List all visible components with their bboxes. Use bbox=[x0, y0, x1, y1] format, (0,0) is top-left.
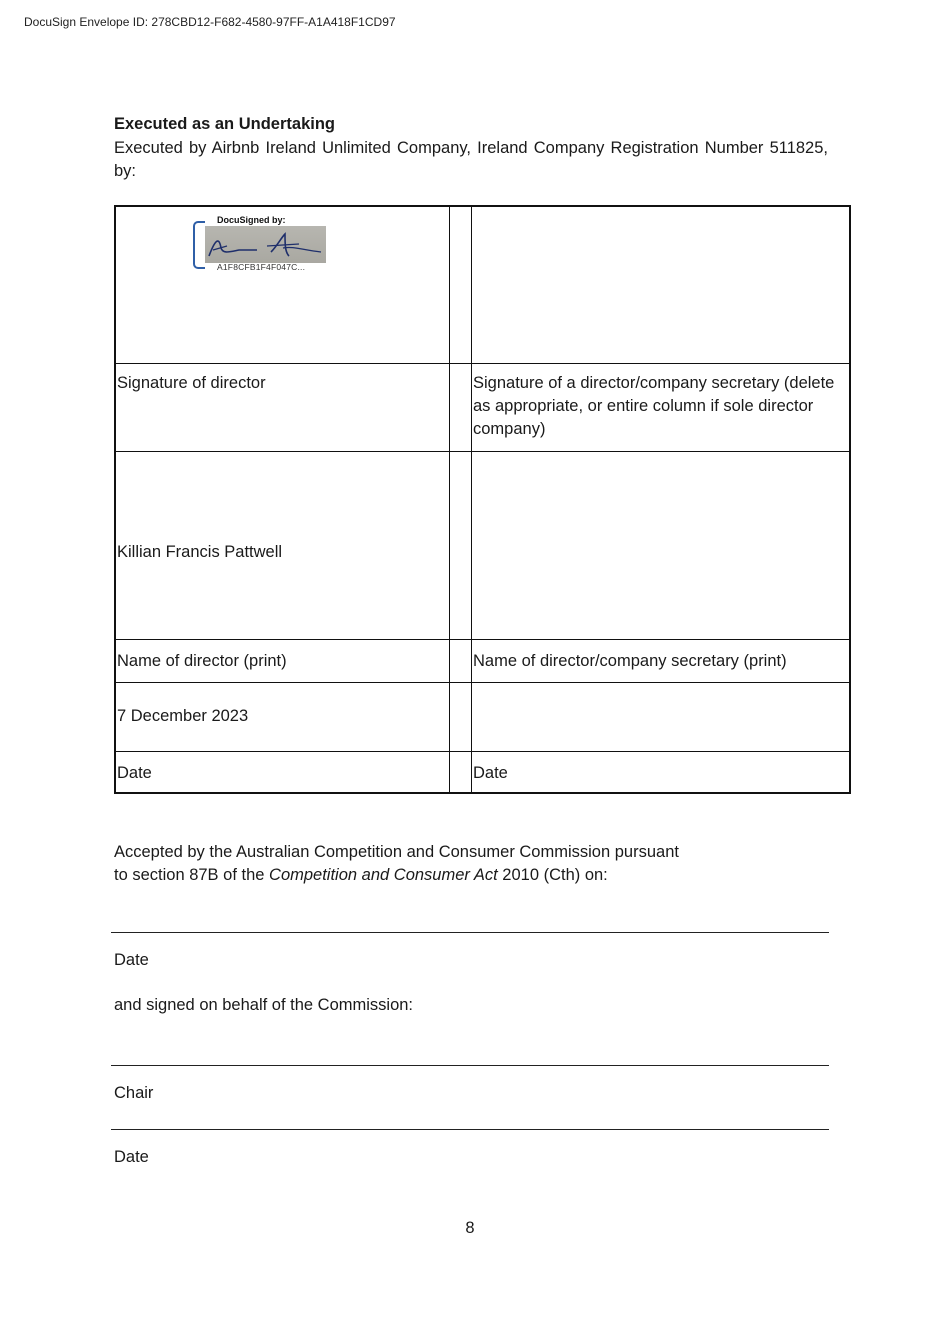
chair-date-line bbox=[111, 1129, 829, 1130]
page-number: 8 bbox=[465, 1219, 475, 1237]
chair-date-label: Date bbox=[114, 1148, 149, 1166]
docusign-bracket bbox=[193, 221, 205, 269]
column-divider-left bbox=[449, 207, 450, 792]
envelope-id: DocuSign Envelope ID: 278CBD12-F682-4580-97FF-A1A418F1CD97 bbox=[24, 15, 396, 29]
chair-label: Chair bbox=[114, 1084, 154, 1102]
date-label-right: Date bbox=[473, 764, 508, 782]
name-of-secretary-label: Name of director/company secretary (print) bbox=[473, 652, 787, 670]
row-divider bbox=[116, 639, 849, 640]
section-heading: Executed as an Undertaking bbox=[114, 115, 335, 133]
director-name: Killian Francis Pattwell bbox=[117, 543, 283, 561]
acceptance-paragraph bbox=[114, 841, 679, 887]
docusign-label: DocuSigned by: bbox=[217, 215, 286, 225]
name-of-director-label: Name of director (print) bbox=[117, 652, 287, 670]
chair-signature-line bbox=[111, 1065, 829, 1066]
column-divider-right bbox=[471, 207, 472, 792]
execution-date: 7 December 2023 bbox=[117, 707, 249, 725]
intro-paragraph: Executed by Airbnb Ireland Unlimited Company, Ireland Company Registration Number 511825, by: bbox=[114, 139, 828, 180]
row-divider bbox=[116, 682, 849, 683]
acceptance-date-label: Date bbox=[114, 951, 149, 969]
signed-on-behalf-text: and signed on behalf of the Commission: bbox=[114, 996, 414, 1014]
acceptance-line-2 bbox=[114, 864, 679, 887]
row-divider bbox=[116, 451, 849, 452]
handwritten-signature bbox=[205, 226, 326, 263]
acceptance-line-1: Accepted by the Australian Competition and Consumer Commission pursuant bbox=[114, 843, 679, 861]
acceptance-text: to section 87B of the bbox=[114, 866, 270, 884]
row-divider bbox=[116, 751, 849, 752]
date-label-left: Date bbox=[117, 764, 152, 782]
signature-of-director-label: Signature of director bbox=[117, 374, 266, 392]
acceptance-text: 2010 (Cth) on: bbox=[497, 866, 608, 884]
docusign-signature-stamp bbox=[193, 215, 333, 271]
act-title: Competition and Consumer Act bbox=[269, 866, 498, 884]
date-signature-line bbox=[111, 932, 829, 933]
docusign-id: A1F8CFB1F4F047C... bbox=[217, 262, 306, 272]
row-divider bbox=[116, 363, 849, 364]
signature-table bbox=[114, 205, 851, 794]
signature-of-secretary-label: Signature of a director/company secretary (delete as appropriate, or entire column if sole director company) bbox=[473, 374, 835, 438]
